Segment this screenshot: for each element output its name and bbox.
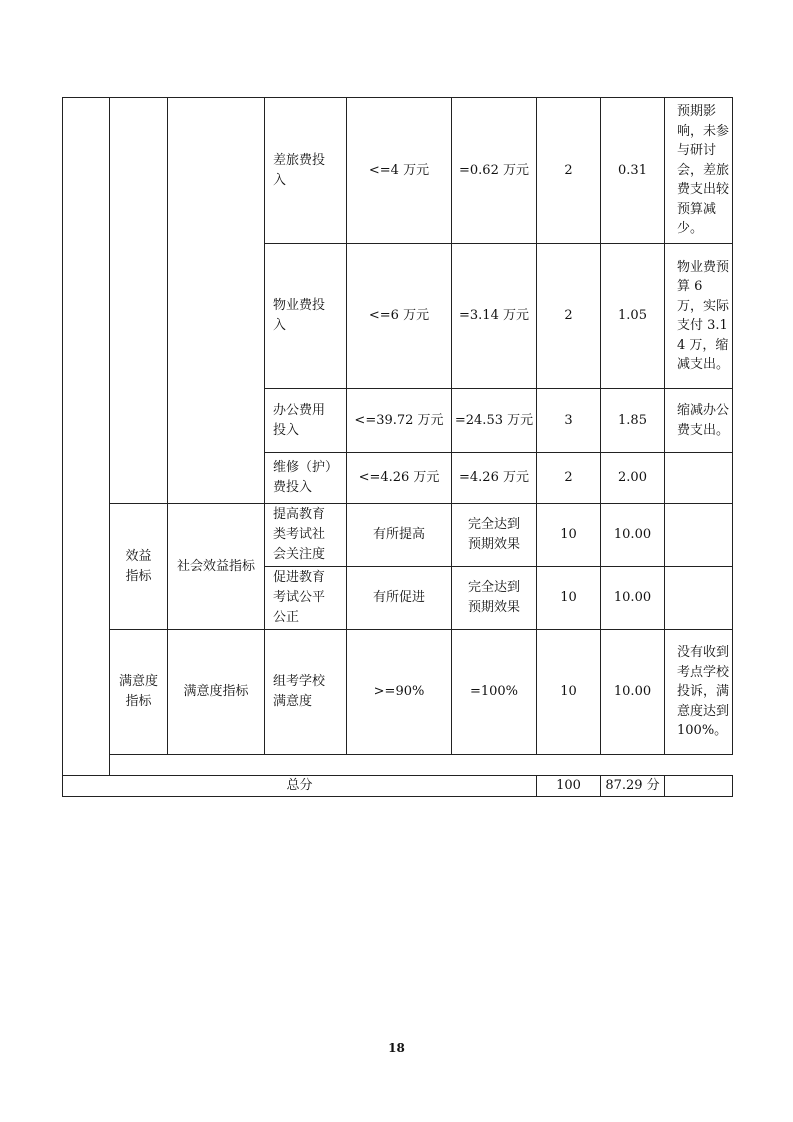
target-cell: >=90%	[347, 630, 452, 755]
note-cell	[665, 504, 733, 567]
total-weight-cell: 100	[537, 776, 601, 797]
indicator-cell: 物业费投入	[265, 244, 347, 389]
actual-cell: =3.14 万元	[452, 244, 537, 389]
performance-table	[62, 97, 733, 797]
level2-cell: 满意度指标	[110, 630, 168, 755]
target-cell: 有所提高	[347, 504, 452, 567]
indicator-cell: 维修（护）费投入	[265, 453, 347, 504]
note-cell: 物业费预算 6 万，实际支付 3.14 万，缩减支出。	[665, 244, 733, 389]
weight-cell: 2	[537, 453, 601, 504]
target-cell: 有所促进	[347, 567, 452, 630]
total-row	[63, 755, 733, 776]
table-row	[63, 630, 733, 755]
page-number: 18	[388, 1041, 405, 1055]
table-row	[63, 98, 733, 244]
level2-cell: 效益指标	[110, 504, 168, 630]
weight-cell: 10	[537, 504, 601, 567]
score-cell: 2.00	[601, 453, 665, 504]
score-cell: 10.00	[601, 567, 665, 630]
score-cell: 1.05	[601, 244, 665, 389]
actual-cell: =0.62 万元	[452, 98, 537, 244]
score-cell: 1.85	[601, 389, 665, 453]
actual-cell: =100%	[452, 630, 537, 755]
total-row	[63, 776, 733, 797]
note-cell: 缩减办公费支出。	[665, 389, 733, 453]
weight-cell: 10	[537, 630, 601, 755]
note-cell	[665, 453, 733, 504]
actual-cell: =4.26 万元	[452, 453, 537, 504]
level3-cell: 满意度指标	[168, 630, 265, 755]
indicator-cell: 办公费用投入	[265, 389, 347, 453]
indicator-cell: 组考学校满意度	[265, 630, 347, 755]
weight-cell: 10	[537, 567, 601, 630]
target-cell: <=6 万元	[347, 244, 452, 389]
target-cell: <=39.72 万元	[347, 389, 452, 453]
score-cell: 10.00	[601, 504, 665, 567]
note-cell	[665, 567, 733, 630]
level1-cell	[63, 98, 110, 776]
target-cell: <=4.26 万元	[347, 453, 452, 504]
weight-cell: 3	[537, 389, 601, 453]
weight-cell: 2	[537, 244, 601, 389]
indicator-cell: 提高教育类考试社会关注度	[265, 504, 347, 567]
note-cell: 预期影响，未参与研讨会，差旅费支出较预算减少。	[665, 98, 733, 244]
target-cell: <=4 万元	[347, 98, 452, 244]
actual-cell: =24.53 万元	[452, 389, 537, 453]
weight-cell: 2	[537, 98, 601, 244]
score-cell: 10.00	[601, 630, 665, 755]
total-label-cell: 总分	[63, 776, 537, 797]
actual-cell: 完全达到预期效果	[452, 504, 537, 567]
table-row	[63, 504, 733, 567]
actual-cell: 完全达到预期效果	[452, 567, 537, 630]
total-note-cell	[665, 776, 733, 797]
note-cell: 没有收到考点学校投诉，满意度达到 100%。	[665, 630, 733, 755]
level3-cell: 社会效益指标	[168, 504, 265, 630]
indicator-cell: 差旅费投入	[265, 98, 347, 244]
level2-cell	[110, 98, 168, 504]
indicator-cell: 促进教育考试公平公正	[265, 567, 347, 630]
total-score-cell: 87.29 分	[601, 776, 665, 797]
level3-cell	[168, 98, 265, 504]
score-cell: 0.31	[601, 98, 665, 244]
